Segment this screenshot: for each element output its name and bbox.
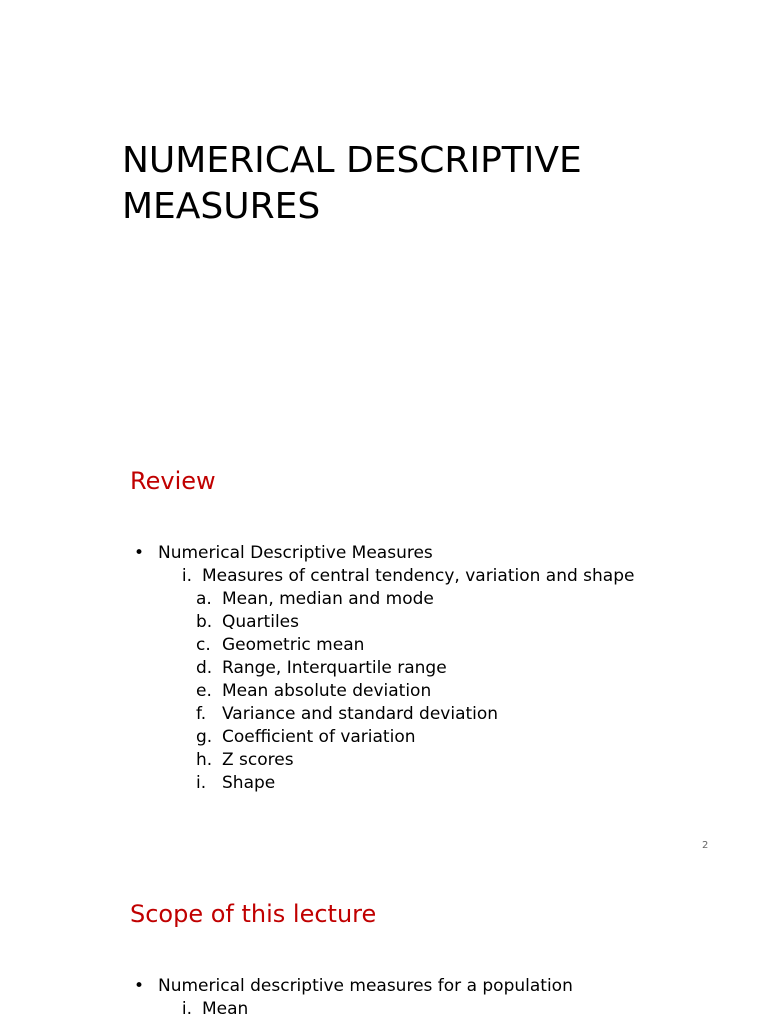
list-item-marker: i.	[196, 773, 207, 793]
list-item	[196, 772, 648, 795]
scope-bullet	[134, 975, 573, 998]
scope-bullet-text: Numerical descriptive measures for a population	[158, 976, 573, 996]
list-item-marker: e.	[196, 681, 212, 701]
bullet-icon: •	[134, 976, 145, 996]
list-item-text: Mean absolute deviation	[222, 681, 432, 701]
list-item-text: Geometric mean	[222, 635, 365, 655]
review-bullet-text: Numerical Descriptive Measures	[158, 543, 433, 563]
subitem-text: Measures of central tendency, variation and shape	[202, 566, 635, 586]
list-item	[196, 680, 648, 703]
review-bullet	[134, 542, 648, 565]
list-item-text: Variance and standard deviation	[222, 704, 499, 724]
scope-content	[134, 975, 573, 1021]
list-item-marker: d.	[196, 658, 213, 678]
subitem-number: i.	[181, 566, 192, 586]
subitem-number: i.	[181, 999, 192, 1019]
list-item	[196, 703, 648, 726]
list-item-marker: f.	[196, 704, 207, 724]
list-item-text: Z scores	[222, 750, 294, 770]
list-item	[196, 611, 648, 634]
page-number: 2	[702, 840, 709, 851]
scope-heading: Scope of this lecture	[130, 900, 377, 928]
list-item	[196, 588, 648, 611]
list-item-marker: a.	[196, 589, 212, 609]
review-heading: Review	[130, 467, 216, 495]
list-item-text: Coefficient of variation	[222, 727, 416, 747]
review-content	[134, 542, 648, 795]
list-item-text: Shape	[222, 773, 276, 793]
list-item-marker: g.	[196, 727, 213, 747]
list-item	[196, 726, 648, 749]
slide-title: NUMERICAL DESCRIPTIVE MEASURES	[122, 140, 582, 227]
list-item	[196, 634, 648, 657]
list-item	[196, 749, 648, 772]
list-item-marker: c.	[196, 635, 211, 655]
list-item-marker: h.	[196, 750, 213, 770]
scope-subitem	[166, 998, 573, 1021]
list-item-text: Quartiles	[222, 612, 299, 632]
list-item-text: Range, Interquartile range	[222, 658, 447, 678]
list-item-text: Mean, median and mode	[222, 589, 434, 609]
review-subitem	[166, 565, 648, 588]
bullet-icon: •	[134, 543, 145, 563]
list-item	[196, 657, 648, 680]
list-item-marker: b.	[196, 612, 213, 632]
subitem-text: Mean	[202, 999, 249, 1019]
